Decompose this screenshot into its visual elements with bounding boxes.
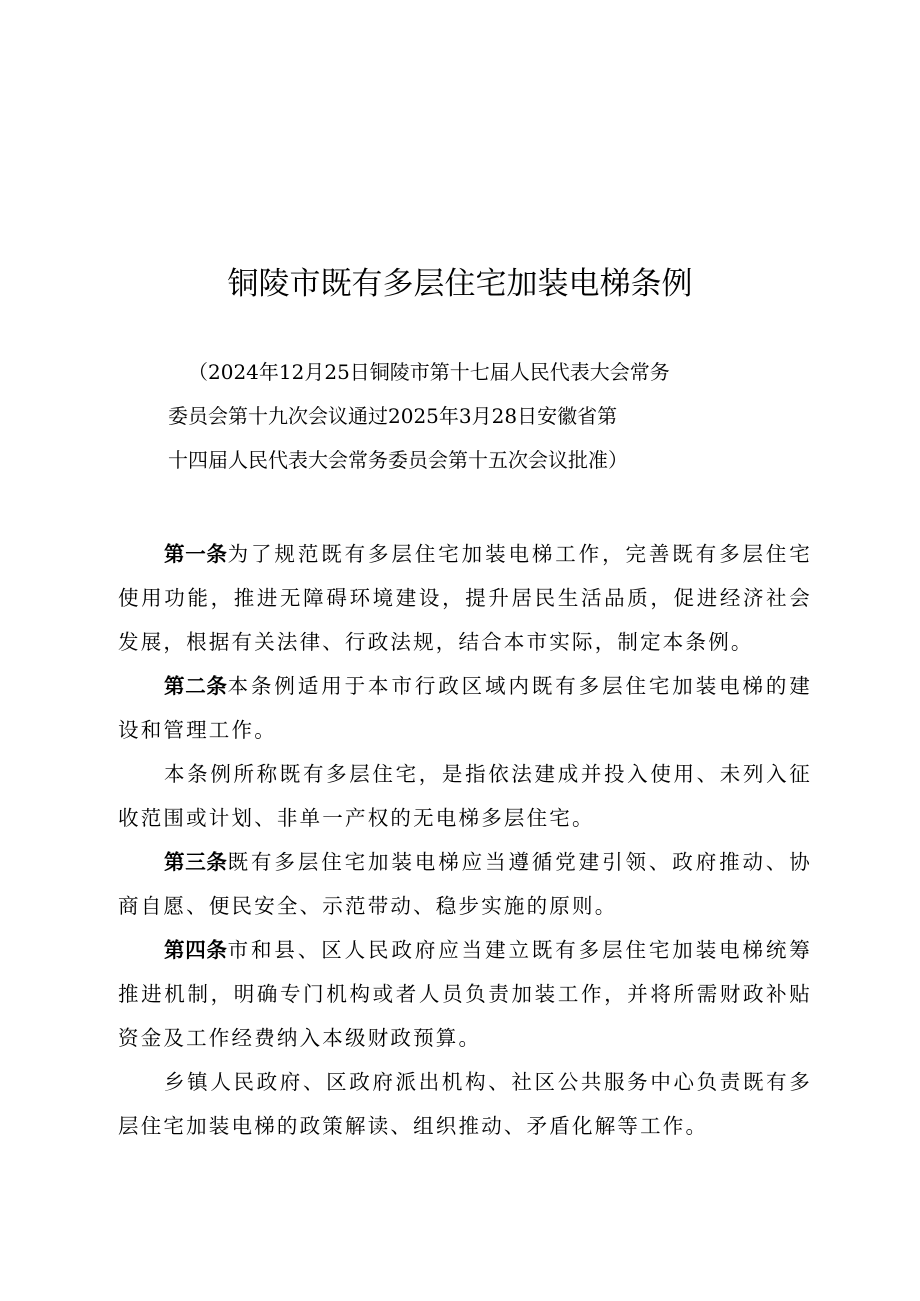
article-text: 本条例适用于本市行政区域内既有多层住宅加装电梯的建设和管理工作。 [118, 674, 813, 742]
adoption-line: 委员会第十九次会议通过2025年3月28日安徽省第 [168, 404, 618, 428]
adoption-line: 十四届人民代表大会常务委员会第十五次会议批准） [168, 448, 628, 472]
adoption-line: （2024年12月25日铜陵市第十七届人民代表大会常务 [188, 360, 670, 384]
articles-body [118, 532, 812, 1148]
adoption-note [168, 350, 728, 482]
article-text: 本条例所称既有多层住宅，是指依法建成并投入使用、未列入征收范围或计划、非单一产权的无电梯多层住宅。 [118, 762, 812, 830]
article-2-paragraph [118, 664, 812, 752]
article-text: 既有多层住宅加装电梯应当遵循党建引领、政府推动、协商自愿、便民安全、示范带动、稳步实施的原则。 [118, 850, 813, 918]
article-4-paragraph-2 [118, 1060, 812, 1148]
article-number: 第四条 [164, 938, 228, 962]
article-2-paragraph-2 [118, 752, 812, 840]
article-text: 市和县、区人民政府应当建立既有多层住宅加装电梯统筹推进机制，明确专门机构或者人员负责加装工作，并将所需财政补贴资金及工作经费纳入本级财政预算。 [118, 938, 813, 1050]
article-text: 乡镇人民政府、区政府派出机构、社区公共服务中心负责既有多层住宅加装电梯的政策解读、组织推动、矛盾化解等工作。 [118, 1070, 812, 1138]
article-3-paragraph [118, 840, 812, 928]
article-number: 第三条 [164, 850, 228, 874]
article-number: 第二条 [164, 674, 228, 698]
article-text: 为了规范既有多层住宅加装电梯工作，完善既有多层住宅使用功能，推进无障碍环境建设，提升居民生活品质，促进经济社会发展，根据有关法律、行政法规，结合本市实际，制定本条例。 [118, 542, 813, 654]
document-title: 铜陵市既有多层住宅加装电梯条例 [227, 266, 693, 302]
article-1-paragraph [118, 532, 812, 664]
article-number: 第一条 [164, 542, 228, 566]
article-4-paragraph [118, 928, 812, 1060]
